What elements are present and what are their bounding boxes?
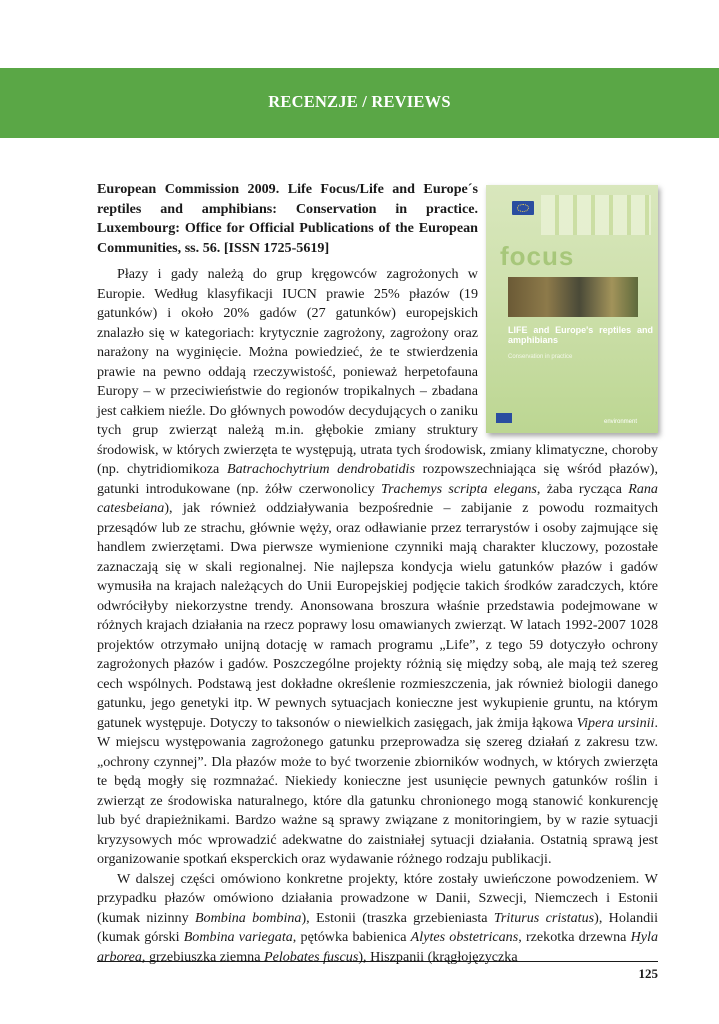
text-run: rozpowszechniająca się wśród płazów), gatunki introdukowane (np. żółw czerwonolicy [97, 461, 658, 497]
section-title: RECENZJE / REVIEWS [268, 92, 451, 111]
text-run: , rzekotka drzewna [518, 929, 631, 945]
text-run: , żaba rycząca [536, 480, 629, 497]
species-name: Rana catesbeiana [97, 480, 658, 516]
text-run: W dalszej części omówiono konkretne projekty, które zostały uwieńczone powodzeniem. W przypadku płazów omówiono działania prowadzone w Danii, Szwecji, Niemczech i Estonii (kumak nizinny [97, 870, 658, 926]
cover-photo-strip [508, 277, 638, 317]
eu-flag-icon [512, 201, 534, 215]
species-name: Vipera ursinii [576, 714, 655, 731]
cover-footer-label: environment [604, 419, 638, 425]
book-cover-image [486, 185, 658, 433]
text-run: ), Estonii (traszka grzebieniasta [301, 909, 494, 926]
eu-logo-icon [496, 413, 512, 423]
species-name: Trachemys scripta elegans [381, 480, 537, 497]
article-citation: European Commission 2009. Life Focus/Life and Europe´s reptiles and amphibians: Conservation in practice. Luxembourg: Office for Official Publications of the European Communities, ss. 56. [ISSN 1725-5619] [97, 181, 478, 256]
species-name: Batrachochytrium dendrobatidis [226, 461, 415, 477]
species-name: Bombina bombina [194, 909, 302, 926]
page-number: 125 [638, 966, 658, 981]
text-run: , grzebiuszka ziemna [141, 948, 264, 965]
cover-decoration [541, 195, 651, 235]
species-name: Triturus cristatus [493, 909, 595, 926]
cover-title: LIFE and Europe's reptiles and amphibians [508, 325, 653, 345]
species-name: Pelobates fuscus [263, 948, 359, 965]
paragraph-2 [97, 870, 658, 968]
species-name: Alytes obstetricans [410, 929, 519, 945]
text-run: Płazy i gady należą do grup kręgowców zagrożonych w Europie. Według klasyfikacji IUCN prawie 25% płazów (19 gatunków) i około 20% gadów (27 gatunków) europejskich znalazło się w kategoriach: krytycznie zagrożony, zagrożony oraz narażony na wyginięcie. Można powiedzieć, że te stwierdzenia prawie na pewno oddają rzeczywistość, ponieważ herpetofauna Europy – w przeciwieństwie do regionów tropikalnych – zbadana jest całkiem nieźle. Do głównych powodów decydujących o zaniku tych grup zwierząt należą m.in. głębokie zmiany struktury środowisk, w których zwierzęta te występują, utrata tych środowisk, zmiany klimatyczne, choroby (np. chytridiomikoza [97, 266, 658, 477]
text-run: . W miejscu występowania zagrożonego gatunku przeprowadza się szereg działań z zakresu tzw. „ochrony czynnej”. Dla płazów może to być tworzenie zbiorników wodnych, w których zwierzęta te będą mogły się rozmnażać. Niekiedy konieczne jest usunięcie pewnych gatunków roślin i zwierząt ze środowiska naturalnego, które dla gatunku chronionego mogą stanowić konkurencję lub być drapieżnikami. Bardzo ważne są sprawy związane z monitoringiem, by w razie sytuacji kryzysowych móc wprowadzić adekwatne do zaistniałej sytuacji działania. Ostatnią sprawą jest organizowanie spotkań eksperckich oraz wydawanie różnego rodzaju publikacji. [97, 714, 658, 867]
text-run: ), jak również oddziaływania bezpośrednie – zabijanie z powodu rozmaitych przesądów lub ze strachu, głównie węży, oraz odławianie przez terrarystów i osoby zajmujące się handlem zwierzętami. Dwa pierwsze wymienione czynniki mają charakter kluczowy, pozostałe zaznaczają się w skali regionalnej. Nie najlepsza kondycja wielu gatunków płazów i gadów wymusiła na krajach należących do Unii Europejskiej podjęcie takich środków zaradczych, które odwróciłyby niekorzystne trendy. Anonsowana broszura właśnie przedstawia podejmowane w różnych krajach działania na rzecz poprawy losu omawianych zwierząt. W latach 1992-2007 1028 projektów otrzymało unijną dotację w ramach programu „Life”, z tego 59 dotyczyło ochrony zagrożonych płazów i gadów. Poszczególne projekty różnią się między sobą, ale mają też szereg cech wspólnych. Podstawą jest dokładne określenie rozmieszczenia, jak również biologii danego gatunku, jego genetyki itp. W pewnych sytuacjach konieczne jest wykupienie gruntu, na którym gatunek występuje. Dotyczy to taksonów o niewielkich zasięgach, jak żmija łąkowa [97, 500, 658, 731]
species-name: Hyla arborea [97, 929, 658, 965]
footer-divider [97, 961, 658, 962]
cover-series-label: focus [500, 241, 575, 271]
cover-subtitle: Conservation in practice [508, 354, 573, 360]
article-body [97, 180, 658, 967]
species-name: Bombina variegata [183, 929, 293, 945]
text-run: , pętówka babienica [292, 929, 411, 945]
text-run: ), Hiszpanii (krągłojęzyczka [358, 948, 518, 965]
section-banner [0, 68, 719, 138]
text-run: ), Holandii (kumak górski [97, 909, 658, 945]
